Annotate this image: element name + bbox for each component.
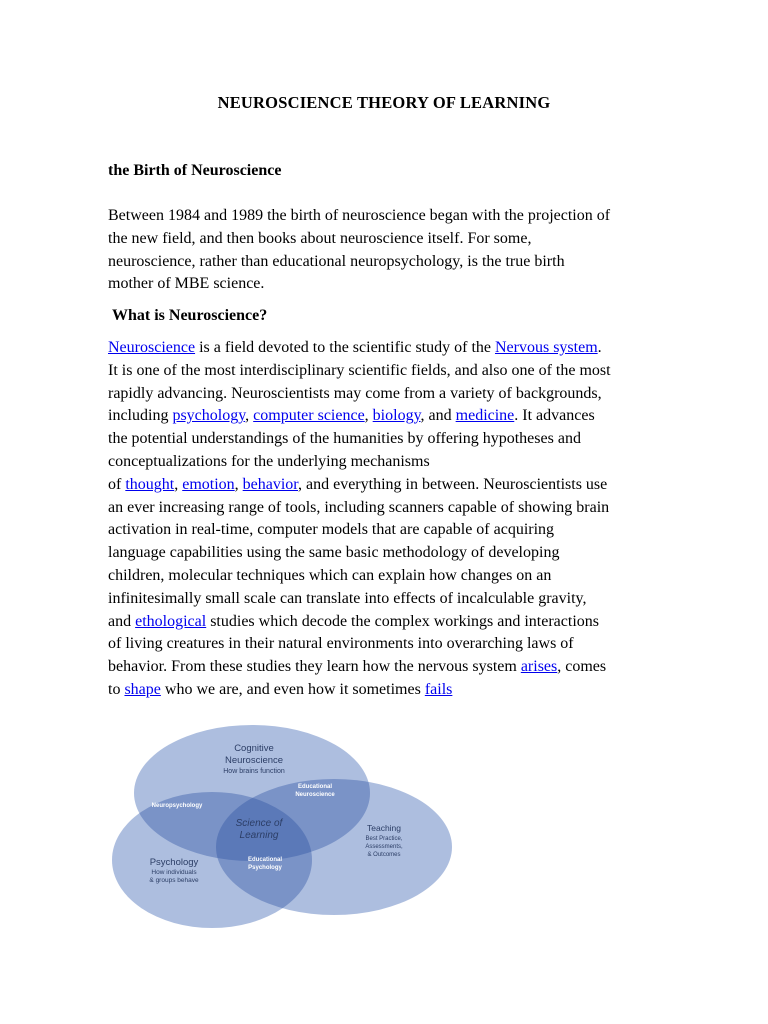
- text-fragment: , and everything in between. Neuroscientists use: [298, 475, 608, 493]
- text-line: the potential understandings of the humanities by offering hypotheses and: [108, 430, 581, 448]
- paragraph-birth: [108, 205, 668, 296]
- text-line: the new field, and then books about neuroscience itself. For some,: [108, 229, 532, 247]
- link-thought[interactable]: thought: [125, 475, 175, 493]
- link-behavior[interactable]: behavior: [242, 475, 298, 493]
- label-educational-neuroscience-1: Educational: [297, 784, 333, 790]
- text-fragment: behavior. From these studies they learn how the nervous system: [108, 658, 521, 676]
- text-line: children, molecular techniques which can explain how changes on an: [108, 566, 552, 584]
- text-line: mother of MBE science.: [108, 275, 265, 293]
- text-fragment: ,: [174, 475, 183, 493]
- text-line: [108, 337, 668, 360]
- label-outcomes: & Outcomes: [367, 852, 401, 858]
- link-arises[interactable]: arises: [520, 658, 558, 676]
- text-fragment: including: [108, 407, 173, 425]
- text-fragment: to: [108, 680, 125, 698]
- link-computer-science[interactable]: computer science: [253, 407, 365, 425]
- label-educational-neuroscience-2: Neuroscience: [295, 792, 335, 798]
- link-shape[interactable]: shape: [124, 680, 161, 698]
- label-science-of: Science of: [235, 818, 283, 829]
- link-ethological[interactable]: ethological: [135, 612, 207, 630]
- paragraph-what-is: [108, 337, 668, 702]
- text-fragment: , comes: [557, 658, 607, 676]
- text-line: [108, 611, 668, 634]
- label-how-individuals: How individuals: [151, 869, 197, 876]
- page-title: NEUROSCIENCE THEORY OF LEARNING: [217, 93, 551, 112]
- link-psychology[interactable]: psychology: [172, 407, 246, 425]
- text-line: neuroscience, rather than educational neuropsychology, is the true birth: [108, 252, 565, 270]
- text-line: [108, 474, 668, 497]
- link-medicine[interactable]: medicine: [455, 407, 515, 425]
- text-line: an ever increasing range of tools, including scanners capable of showing brain: [108, 498, 610, 516]
- section-heading-what-is: What is Neuroscience?: [112, 307, 268, 324]
- label-learning: Learning: [239, 830, 279, 841]
- text-fragment: who we are, and even how it sometimes: [160, 680, 425, 698]
- label-how-brains-function: How brains function: [223, 768, 285, 775]
- text-line: rapidly advancing. Neuroscientists may come from a variety of backgrounds,: [108, 384, 602, 402]
- label-neuropsychology: Neuropsychology: [151, 803, 203, 809]
- text-fragment: . It advances: [514, 407, 595, 425]
- text-line: [108, 405, 668, 428]
- text-fragment: ,: [364, 407, 373, 425]
- text-fragment: is a field devoted to the scientific study of the: [195, 339, 495, 356]
- text-line: Between 1984 and 1989 the birth of neuroscience began with the projection of: [108, 207, 611, 224]
- label-psychology: Psychology: [149, 857, 199, 868]
- link-fails[interactable]: fails: [424, 680, 453, 698]
- venn-diagram: [112, 725, 462, 930]
- text-line: activation in real-time, computer models that are capable of acquiring: [108, 521, 555, 539]
- label-groups-behave: & groups behave: [149, 877, 199, 884]
- link-neuroscience[interactable]: Neuroscience: [108, 339, 196, 356]
- text-line: infinitesimally small scale can translate into effects of incalculable gravity,: [108, 589, 587, 607]
- link-emotion[interactable]: emotion: [182, 475, 235, 493]
- link-nervous-system[interactable]: Nervous system: [494, 339, 598, 356]
- text-line: [108, 679, 668, 702]
- section-heading-birth: the Birth of Neuroscience: [108, 162, 282, 179]
- label-teaching: Teaching: [366, 823, 402, 833]
- label-educational-psychology-2: Psychology: [248, 865, 282, 871]
- label-assessments: Assessments,: [365, 844, 403, 850]
- text-fragment: ,: [245, 407, 254, 425]
- label-neuroscience: Neuroscience: [224, 755, 284, 766]
- text-fragment: ,: [234, 475, 243, 493]
- label-cognitive: Cognitive: [234, 743, 274, 754]
- text-fragment: .: [597, 339, 602, 356]
- text-fragment: studies which decode the complex workings and interactions: [206, 612, 599, 630]
- text-line: language capabilities using the same basic methodology of developing: [108, 544, 560, 562]
- text-line: [108, 656, 668, 679]
- text-fragment: of: [108, 475, 126, 493]
- text-fragment: and: [108, 612, 136, 630]
- label-educational-psychology-1: Educational: [247, 857, 283, 863]
- text-fragment: , and: [420, 407, 456, 425]
- link-biology[interactable]: biology: [372, 407, 421, 425]
- text-line: It is one of the most interdisciplinary scientific fields, and also one of the most: [108, 361, 611, 379]
- label-best-practice: Best Practice,: [365, 836, 403, 842]
- text-line: of living creatures in their natural environments into overarching laws of: [108, 635, 574, 653]
- text-line: conceptualizations for the underlying mechanisms: [108, 452, 430, 470]
